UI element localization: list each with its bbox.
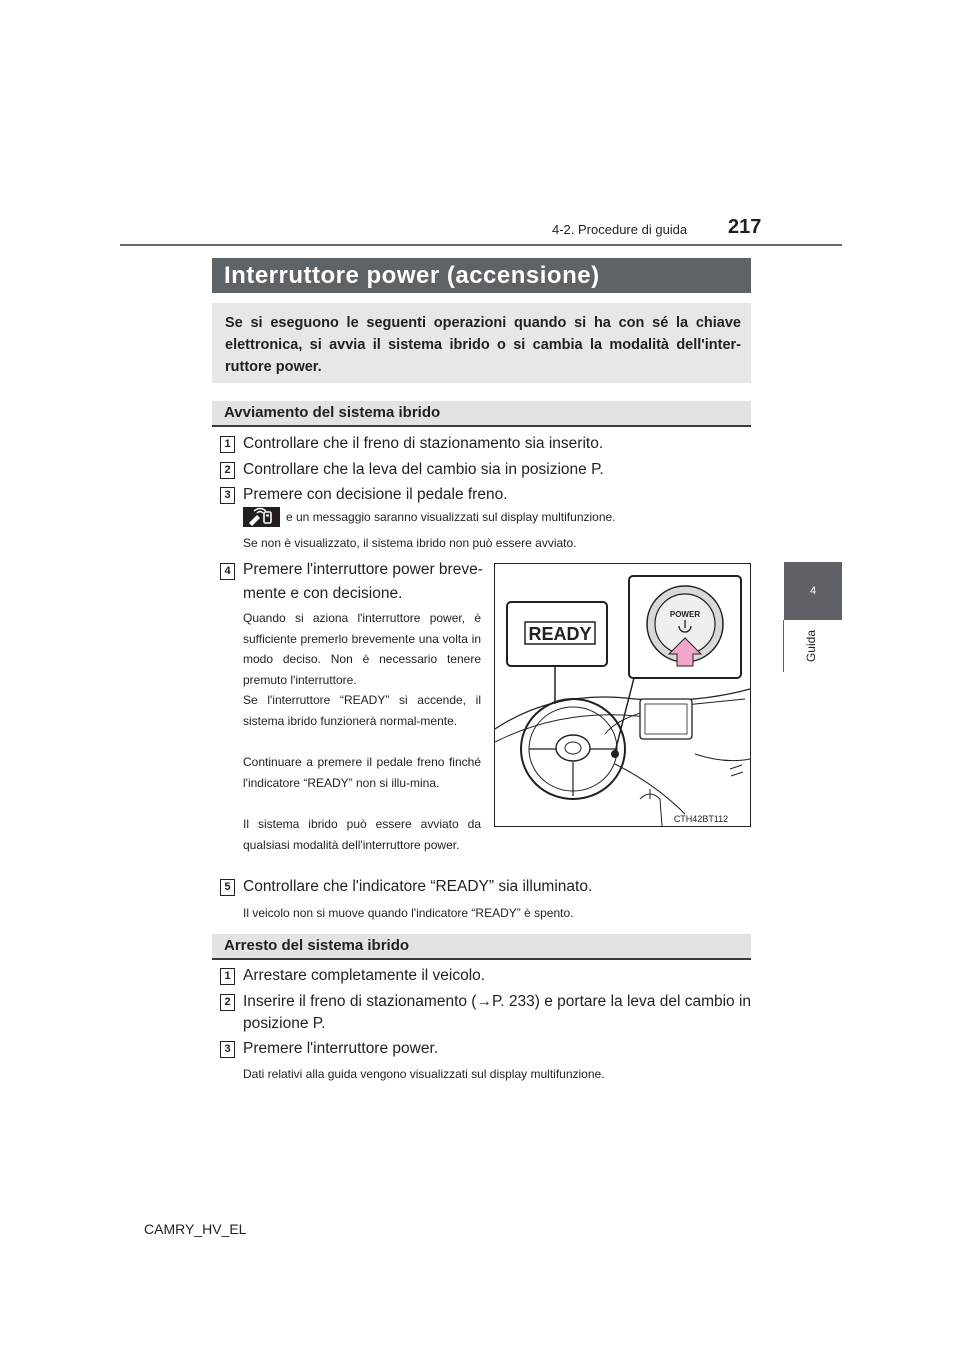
step-text-stop-2-line2: posizione P. [243, 1015, 326, 1032]
step-number-4: 4 [220, 563, 235, 580]
step-text-stop-2-line1: Inserire il freno di stazionamento (→P. 233) e portare la leva del cambio in [243, 993, 752, 1010]
smart-key-indicator-icon [243, 507, 280, 527]
step-text-stop-1: Arrestare completamente il veicolo. [243, 967, 486, 984]
document-code: CAMRY_HV_EL [144, 1221, 247, 1237]
step-text-stop-3: Premere l'interruttore power. [243, 1040, 439, 1057]
step-text-2: Controllare che la leva del cambio sia in posizione P. [243, 461, 604, 478]
page-title: Interruttore power (accensione) [212, 258, 751, 293]
page-number: 217 [728, 216, 762, 238]
chapter-label: Guida [804, 630, 818, 663]
step3-note-1: e un messaggio saranno visualizzati sul display multifunzione. [286, 510, 616, 524]
section-heading-stop: Arresto del sistema ibrido [212, 934, 751, 960]
header-rule [120, 244, 842, 246]
step3-note-2: Se non è visualizzato, il sistema ibrido non può essere avviato. [243, 536, 577, 550]
section-heading-start: Avviamento del sistema ibrido [212, 401, 751, 427]
chapter-tab[interactable]: 4 [784, 562, 842, 620]
step4-note-1: Quando si aziona l'interruttore power, è sufficiente premerlo brevemente una volta in modo deciso. Non è necessario tenere premuto l'interruttore. [243, 611, 481, 687]
figure-code: CTH42BT112 [673, 814, 729, 824]
step-text-3: Premere con decisione il pedale freno. [243, 486, 508, 503]
intro-box [212, 303, 751, 383]
ready-label: READY [528, 624, 592, 644]
step4-note-4: Il sistema ibrido può essere avviato da qualsiasi modalità dell'interruttore power. [243, 817, 481, 852]
dashboard-illustration [494, 563, 751, 827]
smart-key-icon [243, 507, 280, 527]
stop-step3-note: Dati relativi alla guida vengono visualizzati sul display multifunzione. [243, 1067, 605, 1081]
section-heading: 4-2. Procedure di guida [552, 222, 688, 237]
step4-note-2: Se l'interruttore “READY” si accende, il sistema ibrido funzionerà normal-mente. [243, 693, 481, 728]
chapter-tab-line [783, 620, 784, 672]
step-text-1: Controllare che il freno di stazionamento sia inserito. [243, 435, 604, 452]
step-text-4-line2: mente e con decisione. [243, 585, 403, 602]
dashboard-drawing [495, 564, 750, 826]
step-number-stop-1: 1 [220, 968, 235, 985]
step5-note: Il veicolo non si muove quando l'indicatore “READY” è spento. [243, 906, 574, 920]
step-text-4-line1: Premere l'interruttore power breve- [243, 561, 483, 578]
step-number-stop-2: 2 [220, 994, 235, 1011]
step-text-5: Controllare che l'indicatore “READY” sia illuminato. [243, 878, 593, 895]
step-number-1: 1 [220, 436, 235, 453]
power-label: POWER [669, 610, 701, 619]
step-number-3: 3 [220, 487, 235, 504]
step4-note-3: Continuare a premere il pedale freno finché l'indicatore “READY” non si illu-mina. [243, 755, 481, 790]
step-number-stop-3: 3 [220, 1041, 235, 1058]
step-number-5: 5 [220, 879, 235, 896]
step-number-2: 2 [220, 462, 235, 479]
intro-text: Se si eseguono le seguenti operazioni quando si ha con sé la chiave elettronica, si avvia il sistema ibrido o si cambia la modalità dell'inter-ruttore power. [225, 315, 741, 375]
